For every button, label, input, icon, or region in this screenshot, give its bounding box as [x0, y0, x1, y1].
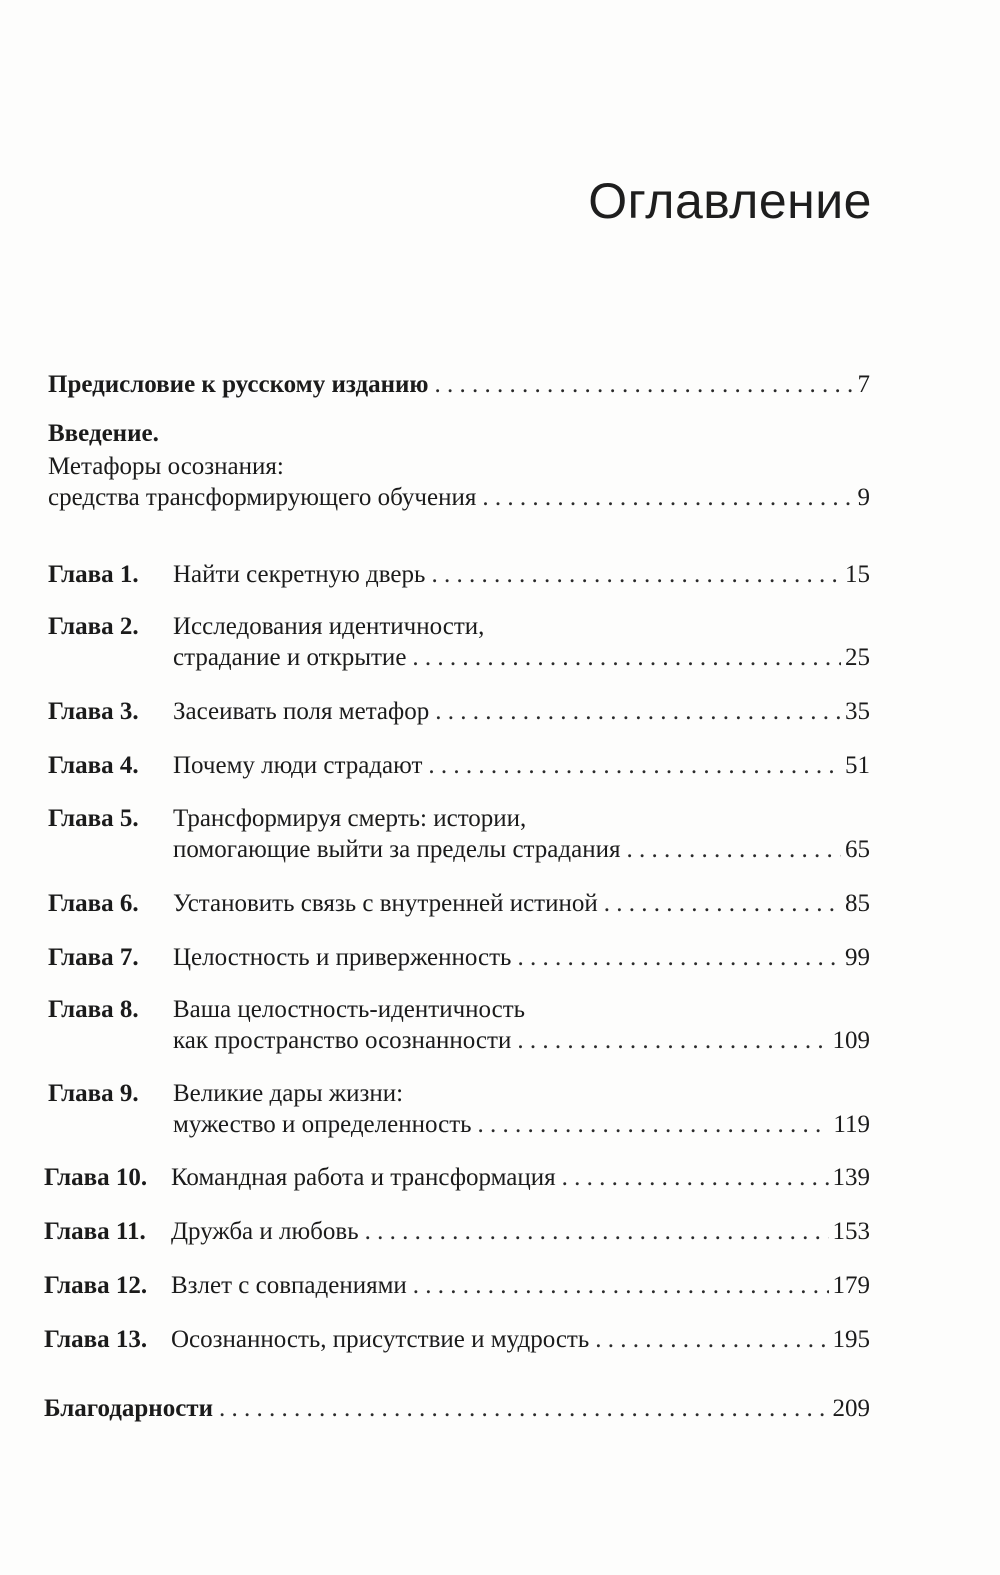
- toc-entry-chapter-4: [173, 751, 870, 781]
- chapter-label: Глава 9.: [48, 1080, 139, 1107]
- toc-page-number: 7: [857, 371, 870, 398]
- chapter-title: Дружба и любовь: [171, 1218, 359, 1245]
- toc-entry-chapter-9: [173, 1110, 870, 1140]
- toc-entry-chapter-13: [171, 1325, 870, 1355]
- chapter-title: Осознанность, присутствие и мудрость: [171, 1326, 590, 1353]
- leader-dots: [365, 1217, 829, 1247]
- toc-entry-chapter-2: [173, 643, 870, 673]
- toc-page-number: 9: [857, 484, 870, 511]
- toc-intro-line1: Метафоры осознания:: [48, 453, 284, 480]
- toc-entry-chapter-7: [173, 943, 870, 973]
- toc-page-number: 119: [833, 1111, 870, 1138]
- toc-page-number: 109: [832, 1027, 870, 1054]
- toc-entry-preface: [48, 370, 870, 400]
- leader-dots: [413, 1271, 829, 1301]
- chapter-title: Взлет с совпадениями: [171, 1272, 407, 1299]
- chapter-title-line1: Трансформируя смерть: истории,: [173, 805, 527, 832]
- toc-entry-chapter-10: [171, 1163, 870, 1193]
- chapter-label: Глава 5.: [48, 805, 139, 832]
- chapter-title-line1: Великие дары жизни:: [173, 1080, 404, 1107]
- toc-entry-chapter-11: [171, 1217, 870, 1247]
- leader-dots: [517, 1026, 828, 1056]
- toc-entry-chapter-8: [173, 1026, 870, 1056]
- toc-entry-title: Благодарности: [44, 1395, 213, 1422]
- leader-dots: [412, 643, 841, 673]
- toc-page-number: 25: [845, 644, 870, 671]
- chapter-label: Глава 13.: [44, 1326, 148, 1353]
- toc-entry-intro: [48, 483, 870, 513]
- leader-dots: [604, 889, 841, 919]
- toc-entry-chapter-12: [171, 1271, 870, 1301]
- toc-entry-chapter-1: [173, 560, 870, 590]
- leader-dots: [517, 943, 841, 973]
- leader-dots: [219, 1394, 829, 1424]
- toc-page-number: 85: [845, 890, 870, 917]
- toc-entry-title: Предисловие к русскому изданию: [48, 371, 429, 398]
- chapter-title: Найти секретную дверь: [173, 561, 426, 588]
- chapter-title: помогающие выйти за пределы страдания: [173, 836, 621, 863]
- chapter-title: как пространство осознанности: [173, 1027, 512, 1054]
- chapter-label: Глава 7.: [48, 944, 139, 971]
- chapter-title-line1: Исследования идентичности,: [173, 613, 485, 640]
- toc-page-number: 153: [832, 1218, 870, 1245]
- page-title: Оглавление: [588, 173, 872, 229]
- toc-page-number: 209: [832, 1395, 870, 1422]
- chapter-label: Глава 10.: [44, 1164, 148, 1191]
- toc-entry-chapter-5: [173, 835, 870, 865]
- chapter-title: Установить связь с внутренней истиной: [173, 890, 598, 917]
- toc-page-number: 35: [845, 698, 870, 725]
- leader-dots: [482, 483, 853, 513]
- chapter-title: Почему люди страдают: [173, 752, 423, 779]
- leader-dots: [595, 1325, 828, 1355]
- toc-page-number: 65: [845, 836, 870, 863]
- chapter-title: Командная работа и трансформация: [171, 1164, 556, 1191]
- chapter-label: Глава 8.: [48, 996, 139, 1023]
- toc-page-number: 139: [832, 1164, 870, 1191]
- chapter-title: Целостность и приверженность: [173, 944, 512, 971]
- leader-dots: [562, 1163, 829, 1193]
- toc-page-number: 195: [832, 1326, 870, 1353]
- chapter-label: Глава 4.: [48, 752, 139, 779]
- leader-dots: [435, 697, 841, 727]
- chapter-label: Глава 2.: [48, 613, 139, 640]
- toc-entry-chapter-3: [173, 697, 870, 727]
- chapter-label: Глава 3.: [48, 698, 139, 725]
- chapter-title-line1: Ваша целостность-идентичность: [173, 996, 526, 1023]
- toc-intro-label: Введение.: [48, 420, 159, 447]
- chapter-title: мужество и определенность: [173, 1111, 472, 1138]
- leader-dots: [626, 835, 841, 865]
- toc-page-number: 99: [845, 944, 870, 971]
- toc-entry-chapter-6: [173, 889, 870, 919]
- chapter-label: Глава 11.: [44, 1218, 146, 1245]
- leader-dots: [478, 1110, 830, 1140]
- chapter-title: Засеивать поля метафор: [173, 698, 430, 725]
- chapter-title: страдание и открытие: [173, 644, 407, 671]
- chapter-label: Глава 1.: [48, 561, 139, 588]
- toc-page-number: 15: [845, 561, 870, 588]
- toc-entry-title: средства трансформирующего обучения: [48, 484, 477, 511]
- chapter-label: Глава 6.: [48, 890, 139, 917]
- leader-dots: [435, 370, 854, 400]
- chapter-label: Глава 12.: [44, 1272, 148, 1299]
- leader-dots: [431, 560, 841, 590]
- toc-page-number: 179: [832, 1272, 870, 1299]
- toc-page-number: 51: [845, 752, 870, 779]
- leader-dots: [428, 751, 841, 781]
- toc-entry-acknowledgments: [44, 1394, 870, 1424]
